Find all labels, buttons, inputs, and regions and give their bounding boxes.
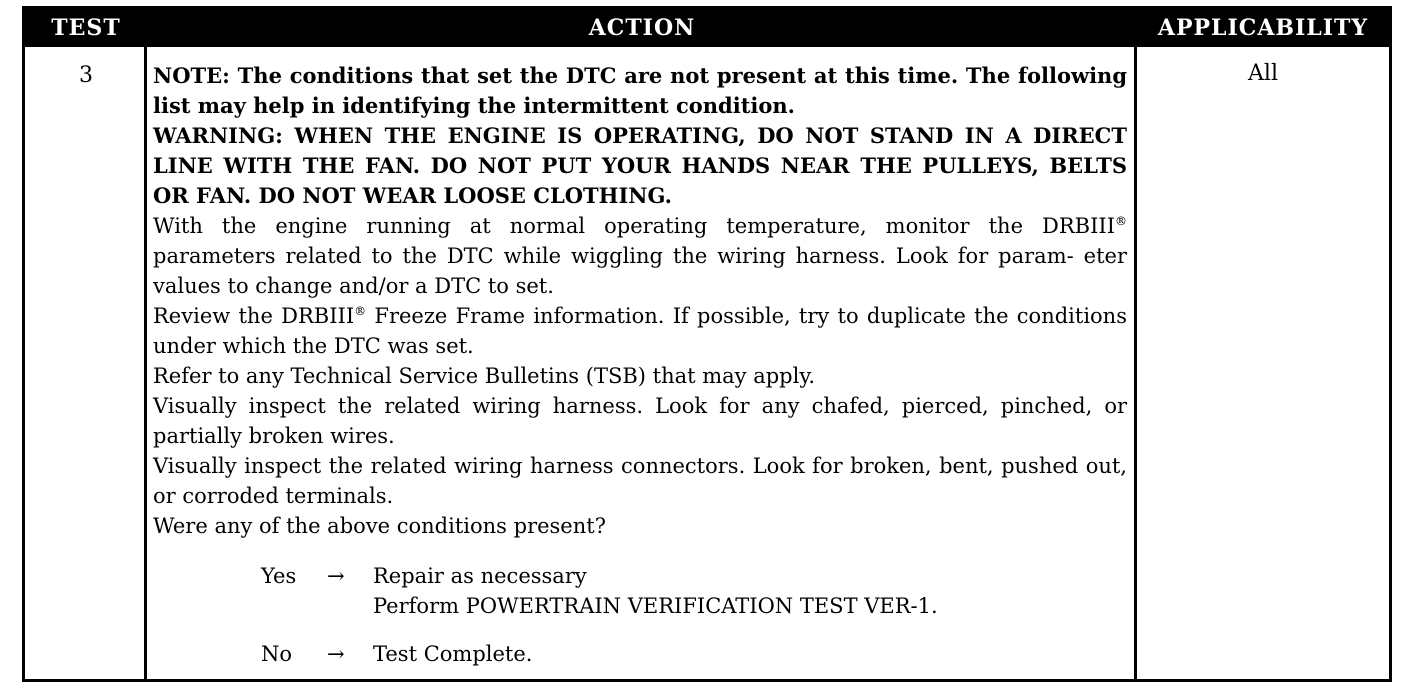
answer-yes-result	[373, 561, 938, 621]
header-applicability: APPLICABILITY	[1157, 15, 1369, 41]
answer-yes-line2: Perform POWERTRAIN VERIFICATION TEST VER-1.	[373, 594, 938, 618]
arrow-right-icon: →	[327, 642, 345, 666]
header-action: ACTION	[588, 15, 696, 41]
instruction-harness: Visually inspect the related wiring harness. Look for any chafed, pierced, pinched, or partially broken wires.	[153, 394, 1127, 448]
instruction-freeze-frame-start: Review the DRBIII	[153, 304, 355, 328]
answers-list	[153, 561, 1127, 669]
answer-yes-line1: Repair as necessary	[373, 564, 587, 588]
column-divider	[1134, 47, 1137, 679]
instruction-monitor-end: parameters related to the DTC while wiggling the wiring harness. Look for param- eter values to change and/or a DTC to set.	[153, 244, 1127, 298]
note-text: NOTE: The conditions that set the DTC are not present at this time. The following list may help in identifying the intermittent condition.	[153, 63, 1127, 118]
instruction-monitor	[153, 211, 1127, 301]
instruction-monitor-start: With the engine running at normal operating temperature, monitor the DRBIII	[153, 214, 1115, 238]
test-number: 3	[79, 63, 93, 88]
question-text: Were any of the above conditions present?	[153, 514, 606, 538]
table-header-row	[25, 9, 1389, 47]
answer-yes-label: Yes	[261, 564, 297, 588]
applicability-value: All	[1248, 61, 1278, 86]
arrow-right-icon: →	[327, 564, 345, 588]
answer-yes	[153, 561, 1127, 621]
instruction-freeze-frame	[153, 301, 1127, 361]
action-cell	[153, 61, 1127, 687]
diagnostic-test-table	[22, 6, 1392, 682]
warning-text: WARNING: WHEN THE ENGINE IS OPERATING, DO NOT STAND IN A DIRECT LINE WITH THE FAN. DO NOT PUT YOUR HANDS NEAR THE PULLEYS, BELTS OR FAN. DO NOT WEAR LOOSE CLOTHING.	[153, 123, 1127, 208]
answer-no-label: No	[261, 642, 293, 666]
registered-mark: ®	[1115, 214, 1127, 228]
instruction-connectors: Visually inspect the related wiring harness connectors. Look for broken, bent, pushed out, or corroded terminals.	[153, 454, 1127, 508]
answer-no-result	[373, 639, 532, 669]
registered-mark: ®	[354, 304, 367, 318]
instruction-tsb: Refer to any Technical Service Bulletins (TSB) that may apply.	[153, 364, 816, 388]
instruction-freeze-frame-end: Freeze Frame information. If possible, try to duplicate the conditions under which the DTC was set.	[153, 304, 1127, 358]
answer-no-line1: Test Complete.	[373, 642, 533, 666]
answer-no	[153, 639, 1127, 669]
column-divider	[144, 47, 147, 679]
table-row	[25, 47, 1389, 679]
header-test: TEST	[51, 15, 121, 41]
